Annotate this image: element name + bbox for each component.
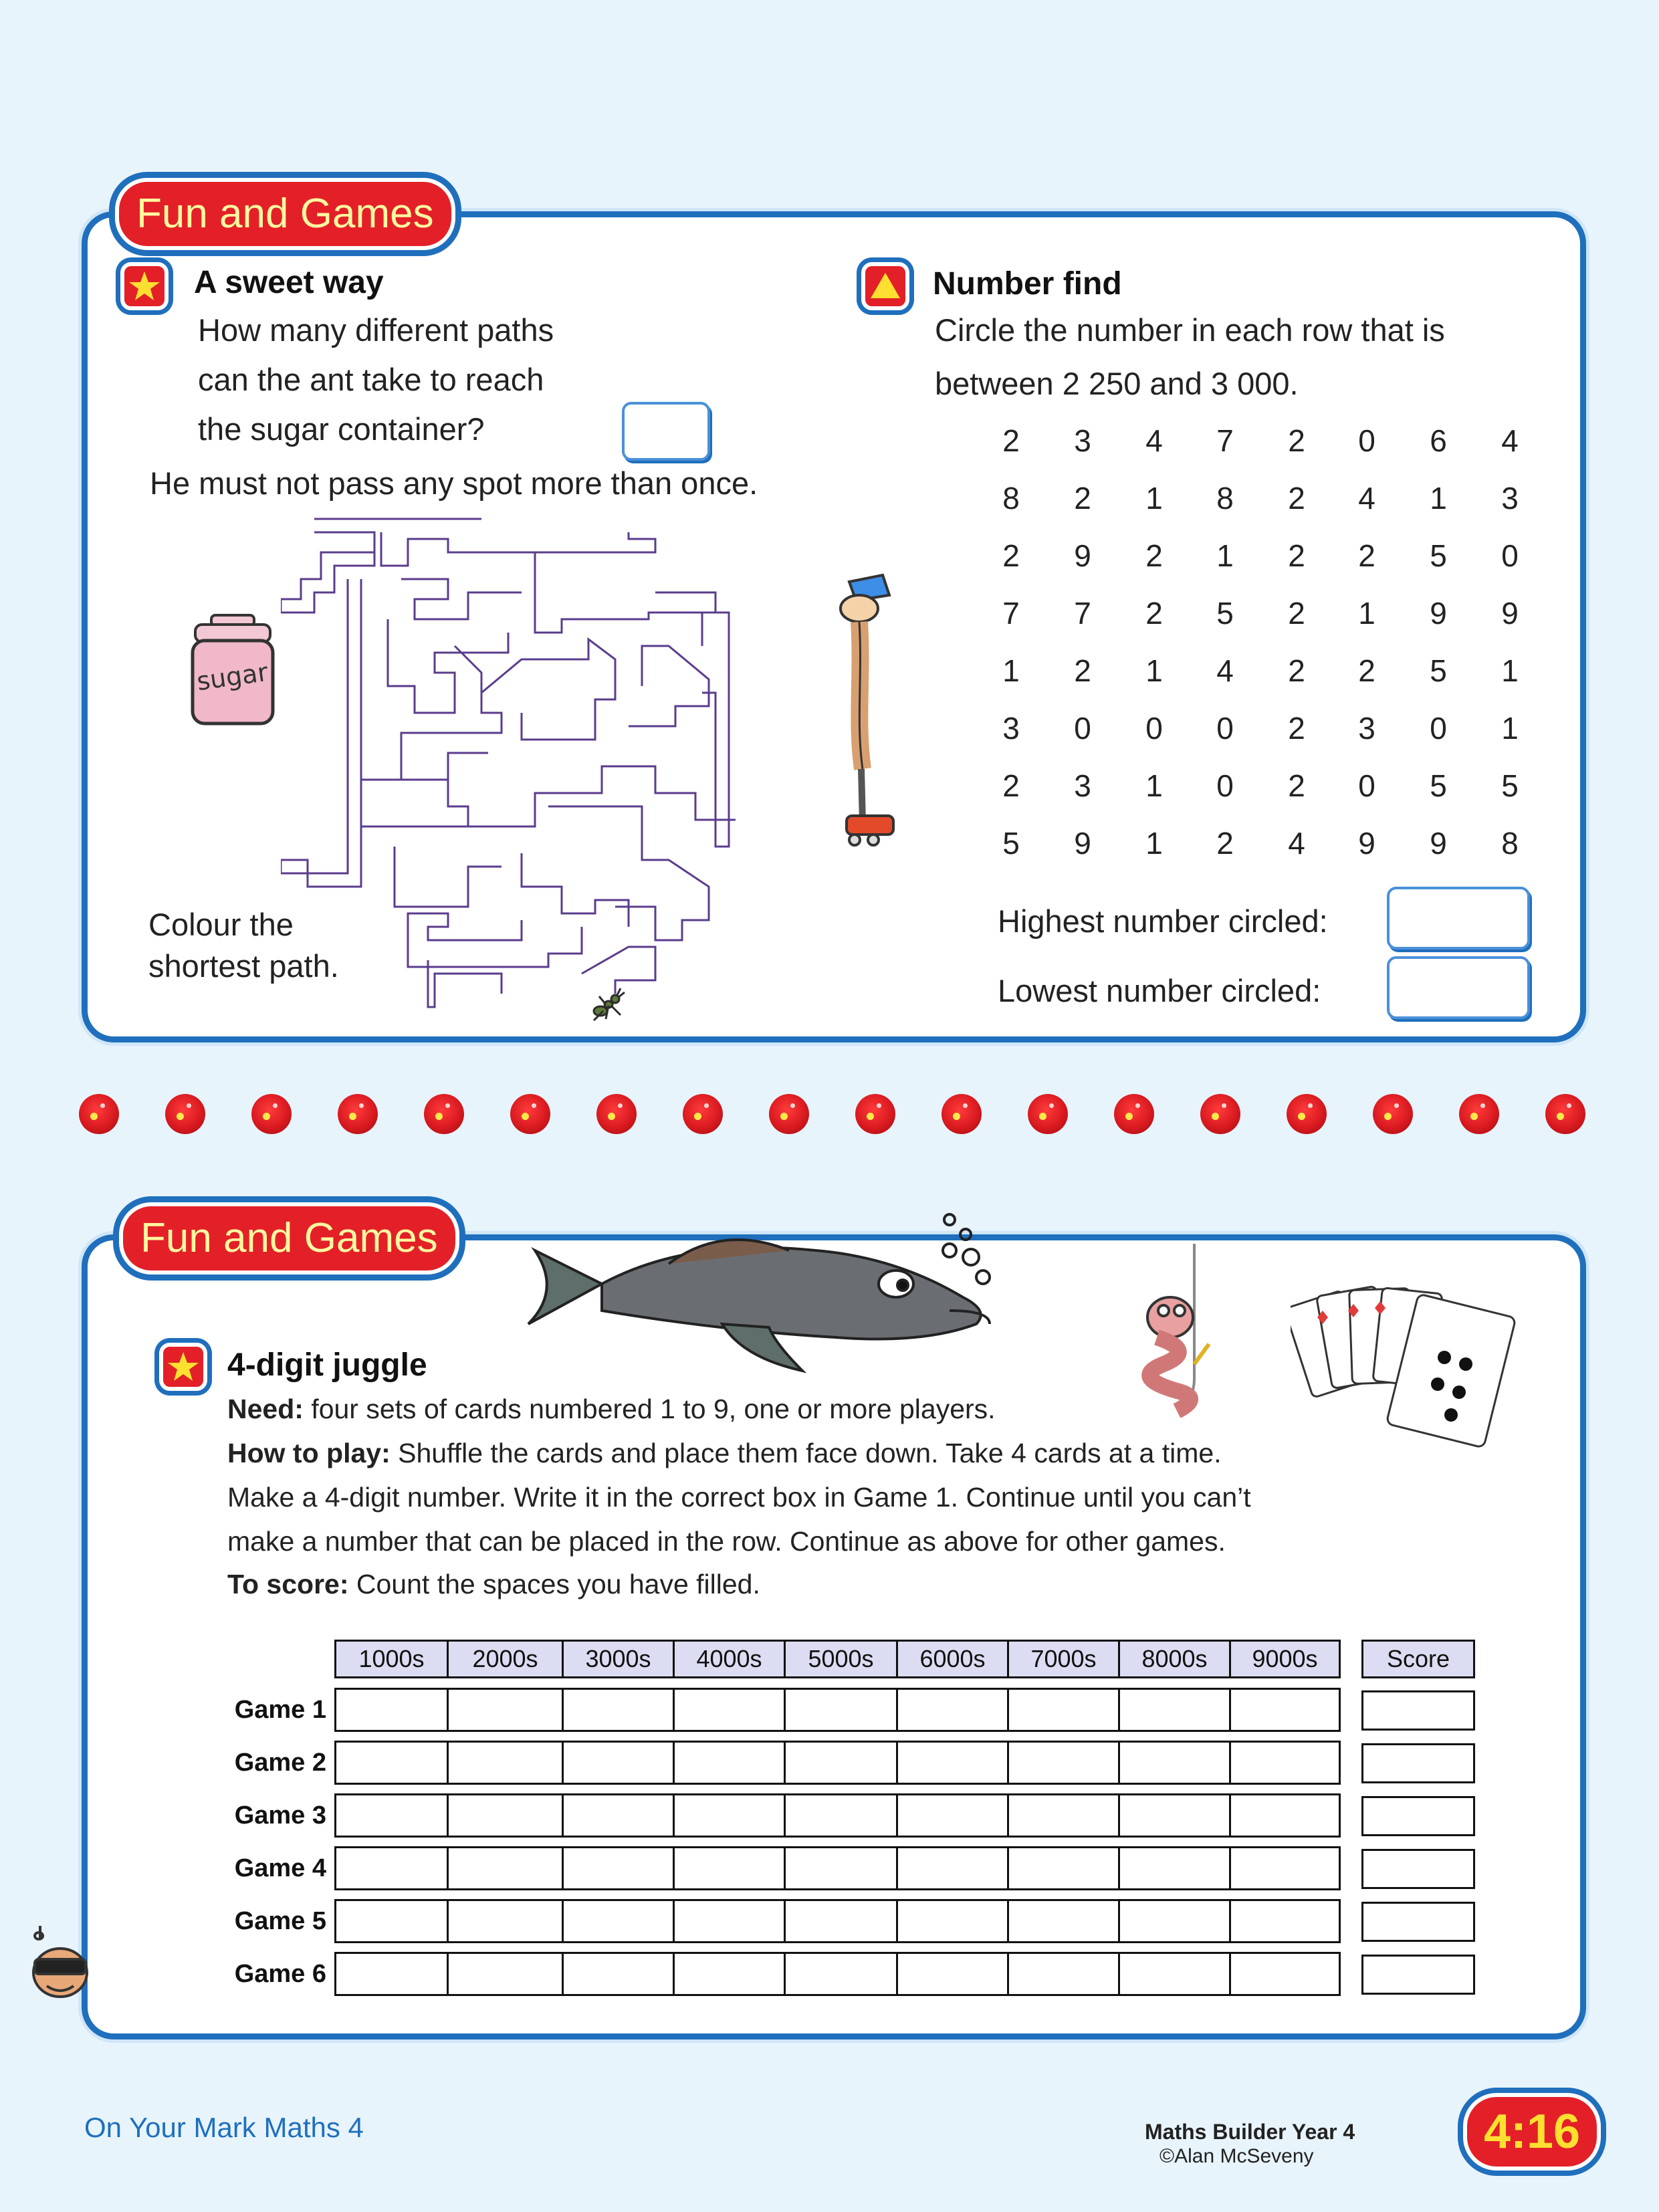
grid-number[interactable]: 1 (1430, 481, 1447, 516)
game-cell[interactable] (784, 1846, 898, 1890)
grid-number[interactable]: 2 (1288, 423, 1305, 458)
grid-number[interactable]: 2 (1288, 596, 1305, 631)
game-cell[interactable] (1007, 1793, 1120, 1838)
colour-instruction-1: Colour the (148, 907, 294, 942)
grid-number[interactable]: 3 (1002, 711, 1020, 746)
game-row-label: Game 6 (234, 1960, 326, 1988)
grid-number[interactable]: 0 (1074, 711, 1091, 746)
grid-number[interactable]: 1 (1145, 826, 1163, 861)
grid-number[interactable]: 4 (1216, 653, 1234, 688)
grid-number[interactable]: 7 (1002, 596, 1020, 631)
red-dot (855, 1094, 895, 1134)
sweet-way-line-2: can the ant take to reach (198, 362, 544, 397)
game-cell[interactable] (1007, 1846, 1120, 1890)
section-tab: Fun and Games (115, 178, 455, 250)
grid-number[interactable]: 0 (1430, 711, 1447, 746)
grid-number[interactable]: 9 (1074, 826, 1091, 861)
paths-answer-box[interactable] (622, 402, 710, 461)
worm-on-hook-illustration (1130, 1244, 1237, 1418)
game-cell[interactable] (447, 1846, 564, 1890)
grid-number[interactable]: 5 (1430, 653, 1447, 688)
score-cell[interactable] (1361, 1955, 1475, 1995)
game-cell[interactable] (1229, 1741, 1341, 1785)
page-number: 4:16 (1483, 2105, 1581, 2159)
game-cell[interactable] (1007, 1952, 1120, 1996)
sweet-way-line-1: How many different paths (198, 312, 554, 348)
how-line-1 (227, 1438, 1222, 1469)
sugar-container (186, 614, 280, 728)
game-cell[interactable] (784, 1899, 898, 1943)
game-cell[interactable] (896, 1952, 1009, 1996)
grid-number[interactable]: 0 (1216, 711, 1234, 746)
game-cell[interactable] (1007, 1899, 1120, 1943)
number-find-line-1: Circle the number in each row that is (935, 312, 1445, 348)
score-line (227, 1569, 760, 1600)
game-cell[interactable] (784, 1952, 898, 1996)
grid-number[interactable]: 0 (1145, 711, 1163, 746)
game-cell[interactable] (447, 1688, 564, 1732)
game-cell[interactable] (447, 1793, 564, 1838)
grid-number[interactable]: 5 (1002, 826, 1020, 861)
grid-number[interactable]: 8 (1501, 826, 1519, 861)
game-cell[interactable] (562, 1793, 675, 1838)
grid-number[interactable]: 1 (1501, 653, 1519, 688)
game-cell[interactable] (784, 1741, 898, 1785)
game-row-label: Game 1 (234, 1696, 326, 1724)
game-cell[interactable] (562, 1688, 675, 1732)
score-header: Score (1361, 1640, 1475, 1678)
sugar-label: sugar (195, 657, 270, 697)
grid-number[interactable]: 4 (1288, 826, 1305, 861)
red-dot (338, 1094, 378, 1134)
red-dot (1459, 1094, 1499, 1134)
lowest-answer-box[interactable] (1387, 956, 1530, 1019)
game-cell[interactable] (896, 1899, 1009, 1943)
game-cell[interactable] (896, 1793, 1009, 1838)
game-cell[interactable] (1007, 1688, 1120, 1732)
grid-number[interactable]: 5 (1430, 768, 1447, 803)
game-cell[interactable] (334, 1741, 449, 1785)
game-cell[interactable] (1118, 1899, 1231, 1943)
grid-number[interactable]: 9 (1074, 538, 1091, 573)
sweet-way-line-3: the sugar container? (198, 411, 485, 447)
grid-number[interactable]: 2 (1358, 538, 1375, 573)
grid-number[interactable]: 4 (1145, 423, 1163, 458)
grid-number[interactable]: 8 (1216, 481, 1234, 516)
grid-number[interactable]: 2 (1288, 481, 1305, 516)
game-cell[interactable] (1118, 1793, 1231, 1838)
colour-instruction-2: shortest path. (148, 948, 339, 984)
triangle-icon (861, 262, 909, 310)
red-dot (1028, 1094, 1068, 1134)
playing-cards-illustration (1291, 1284, 1525, 1458)
grid-number[interactable]: 2 (1358, 653, 1375, 688)
need-text: four sets of cards numbered 1 to 9, one or more players. (303, 1394, 996, 1424)
game-cell[interactable] (334, 1952, 449, 1996)
game-row-label: Game 2 (234, 1749, 326, 1777)
game-row-label: Game 4 (234, 1854, 326, 1882)
red-dot (165, 1094, 205, 1134)
red-dot (1287, 1094, 1327, 1134)
grid-number[interactable]: 2 (1216, 826, 1234, 861)
game-cell[interactable] (334, 1688, 449, 1732)
red-dot (1373, 1094, 1413, 1134)
red-dot (1545, 1094, 1585, 1134)
red-dot (1114, 1094, 1154, 1134)
grid-number[interactable]: 2 (1288, 711, 1305, 746)
grid-number[interactable]: 2 (1074, 653, 1091, 688)
column-header: 1000s (334, 1640, 449, 1678)
need-line (227, 1394, 996, 1425)
grid-number[interactable]: 6 (1430, 423, 1447, 458)
worm-cartoon-corner (20, 1919, 94, 2013)
grid-number[interactable]: 9 (1430, 826, 1447, 861)
grid-number[interactable]: 1 (1145, 481, 1163, 516)
red-dot (596, 1094, 637, 1134)
red-dot (942, 1094, 982, 1134)
game-cell[interactable] (1118, 1688, 1231, 1732)
grid-number[interactable]: 3 (1501, 481, 1519, 516)
grid-number[interactable]: 0 (1216, 768, 1234, 803)
section-tab-2: Fun and Games (119, 1202, 459, 1275)
grid-number[interactable]: 2 (1002, 768, 1020, 803)
column-header: 8000s (1118, 1640, 1231, 1678)
game-cell[interactable] (673, 1846, 786, 1890)
star-icon (120, 262, 169, 310)
fish-illustration (522, 1210, 1030, 1384)
how-line-3: make a number that can be placed in the row. Continue as above for other games. (227, 1526, 1226, 1557)
game-cell[interactable] (562, 1846, 675, 1890)
grid-number[interactable]: 1 (1358, 596, 1375, 631)
score-cell[interactable] (1361, 1690, 1475, 1731)
game-cell[interactable] (562, 1741, 675, 1785)
grid-number[interactable]: 1 (1501, 711, 1519, 746)
ant-maze[interactable] (281, 512, 802, 1020)
score-cell[interactable] (1361, 1743, 1475, 1783)
game-cell[interactable] (447, 1952, 564, 1996)
game-cell[interactable] (784, 1688, 898, 1732)
red-dot (251, 1094, 292, 1134)
grid-number[interactable]: 5 (1501, 768, 1519, 803)
red-dot (769, 1094, 809, 1134)
red-dot (683, 1094, 723, 1134)
footer-book-title: Maths Builder Year 4 (1145, 2120, 1355, 2144)
game-cell[interactable] (784, 1793, 898, 1838)
ant-icon (587, 984, 627, 1024)
red-dot (424, 1094, 464, 1134)
grid-number[interactable]: 7 (1216, 423, 1234, 458)
grid-number[interactable]: 9 (1358, 826, 1375, 861)
number-find-line-2: between 2 250 and 3 000. (935, 366, 1299, 401)
grid-number[interactable]: 2 (1074, 481, 1091, 516)
grid-number[interactable]: 1 (1145, 653, 1163, 688)
score-label: To score: (227, 1569, 349, 1599)
game-cell[interactable] (562, 1952, 675, 1996)
grid-number[interactable]: 1 (1216, 538, 1234, 573)
column-header: 3000s (562, 1640, 675, 1678)
game-cell[interactable] (1229, 1846, 1341, 1890)
how-text-1: Shuffle the cards and place them face down. Take 4 cards at a time. (390, 1438, 1222, 1468)
column-header: 5000s (784, 1640, 898, 1678)
grid-number[interactable]: 7 (1074, 596, 1091, 631)
column-header: 2000s (447, 1640, 564, 1678)
game-cell[interactable] (1118, 1846, 1231, 1890)
score-cell[interactable] (1361, 1849, 1475, 1889)
grid-number[interactable]: 2 (1145, 538, 1163, 573)
game-cell[interactable] (673, 1688, 786, 1732)
highest-answer-box[interactable] (1387, 887, 1530, 950)
grid-number[interactable]: 3 (1074, 423, 1091, 458)
game-cell[interactable] (1229, 1793, 1341, 1838)
grid-number[interactable]: 5 (1430, 538, 1447, 573)
game-cell[interactable] (1229, 1899, 1341, 1943)
game-cell[interactable] (334, 1793, 449, 1838)
score-cell[interactable] (1361, 1796, 1475, 1836)
game-cell[interactable] (447, 1741, 564, 1785)
grid-number[interactable]: 9 (1501, 596, 1519, 631)
game-row-label: Game 5 (234, 1907, 326, 1935)
game-cell[interactable] (1229, 1688, 1341, 1732)
sweet-way-rule: He must not pass any spot more than once. (150, 465, 758, 501)
grid-number[interactable]: 1 (1145, 768, 1163, 803)
grid-number[interactable]: 0 (1358, 768, 1375, 803)
column-header: 9000s (1229, 1640, 1341, 1678)
game-cell[interactable] (334, 1899, 449, 1943)
grid-number[interactable]: 4 (1501, 423, 1519, 458)
grid-number[interactable]: 5 (1216, 596, 1234, 631)
page-number-badge (1463, 2093, 1601, 2171)
grid-number[interactable]: 2 (1288, 768, 1305, 803)
game-cell[interactable] (1229, 1952, 1341, 1996)
number-find-heading: Number find (933, 266, 1122, 302)
game-cell[interactable] (1007, 1741, 1120, 1785)
game-cell[interactable] (673, 1952, 786, 1996)
grid-number[interactable]: 4 (1358, 481, 1375, 516)
game-cell[interactable] (896, 1846, 1009, 1890)
lowest-label: Lowest number circled: (998, 973, 1321, 1008)
grid-number[interactable]: 3 (1358, 711, 1375, 746)
score-cell[interactable] (1361, 1902, 1475, 1942)
grid-number[interactable]: 8 (1002, 481, 1020, 516)
grid-number[interactable]: 2 (1288, 653, 1305, 688)
grid-number[interactable]: 9 (1430, 596, 1447, 631)
game-cell[interactable] (896, 1688, 1009, 1732)
sweet-way-heading: A sweet way (194, 265, 384, 300)
column-header: 7000s (1007, 1640, 1120, 1678)
juggle-heading: 4-digit juggle (227, 1347, 427, 1383)
grid-number[interactable]: 2 (1145, 596, 1163, 631)
red-dot (79, 1094, 119, 1134)
column-header: 4000s (673, 1640, 786, 1678)
game-row-label: Game 3 (234, 1801, 326, 1830)
game-cell[interactable] (673, 1793, 786, 1838)
how-line-2: Make a 4-digit number. Write it in the correct box in Game 1. Continue until you can’t (227, 1482, 1251, 1513)
game-cell[interactable] (1118, 1952, 1231, 1996)
grid-number[interactable]: 2 (1002, 538, 1020, 573)
highest-label: Highest number circled: (998, 903, 1328, 939)
grid-number[interactable]: 3 (1074, 768, 1091, 803)
score-text: Count the spaces you have filled. (348, 1569, 760, 1599)
skater-cartoon (822, 568, 903, 856)
grid-number[interactable]: 0 (1358, 423, 1375, 458)
red-dot (510, 1094, 550, 1134)
grid-number[interactable]: 1 (1002, 653, 1020, 688)
game-cell[interactable] (334, 1846, 449, 1890)
game-cell[interactable] (673, 1899, 786, 1943)
game-cell[interactable] (1118, 1741, 1231, 1785)
need-label: Need: (227, 1394, 304, 1424)
grid-number[interactable]: 2 (1002, 423, 1020, 458)
footer-series-title: On Your Mark Maths 4 (84, 2112, 364, 2143)
game-cell[interactable] (673, 1741, 786, 1785)
column-header: 6000s (896, 1640, 1009, 1678)
game-cell[interactable] (562, 1899, 675, 1943)
how-label: How to play: (227, 1438, 391, 1468)
grid-number[interactable]: 0 (1501, 538, 1519, 573)
game-cell[interactable] (896, 1741, 1009, 1785)
game-cell[interactable] (447, 1899, 564, 1943)
red-dot (1200, 1094, 1240, 1134)
star-icon-2 (159, 1343, 207, 1391)
footer-copyright: ©Alan McSeveny (1159, 2145, 1314, 2167)
grid-number[interactable]: 2 (1288, 538, 1305, 573)
